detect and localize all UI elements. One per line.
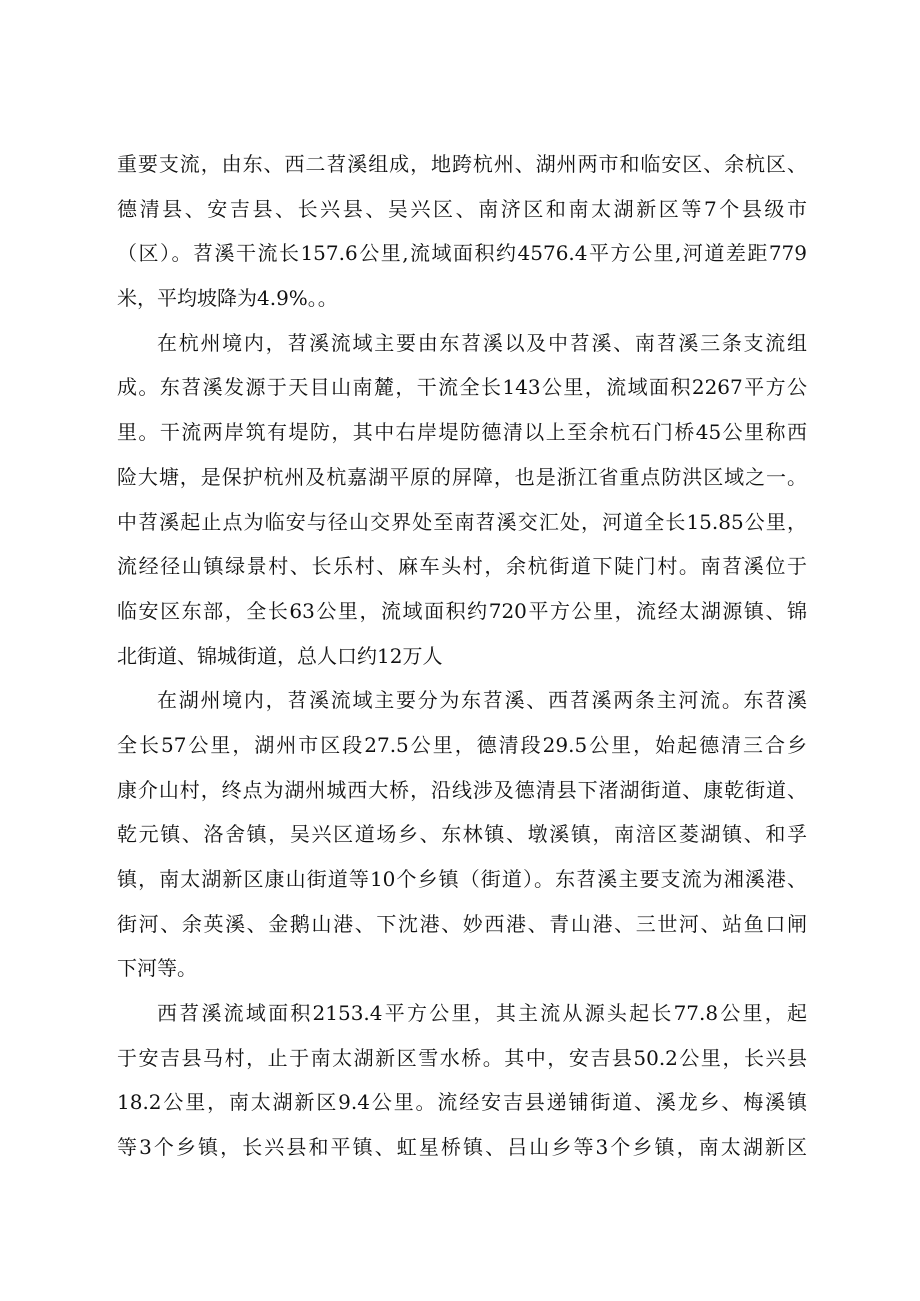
text-line: 流经径山镇绿景村、长乐村、麻车头村，余杭街道下陡门村。南苕溪位于 <box>117 554 807 579</box>
paragraph-1 <box>117 142 807 321</box>
text-line: 下河等。 <box>117 956 197 981</box>
document-body <box>117 142 807 1170</box>
text-line: 镇，南太湖新区康山街道等10个乡镇（街道）。东苕溪主要支流为湘溪港、 <box>117 867 807 891</box>
text-line: 临安区东部，全长63公里，流域面积约720平方公里，流经太湖源镇、锦 <box>117 598 807 623</box>
text-line: 德清县、安吉县、长兴县、吴兴区、南济区和南太湖新区等7个县级市 <box>117 196 807 221</box>
paragraph-3 <box>117 678 807 991</box>
text-line: 米，平均坡降为4.9%。。 <box>117 286 338 311</box>
text-line: 在杭州境内，苕溪流域主要由东苕溪以及中苕溪、南苕溪三条支流组 <box>157 330 807 355</box>
text-line: 中苕溪起止点为临安与径山交界处至南苕溪交汇处，河道全长15.85公里， <box>117 509 807 534</box>
text-line: 街河、余英溪、金鹅山港、下沈港、妙西港、青山港、三世河、站鱼口闸 <box>117 911 807 936</box>
text-line: 乾元镇、洛舍镇，吴兴区道场乡、东林镇、墩溪镇，南涪区菱湖镇、和孚 <box>117 822 807 847</box>
text-line: 险大塘，是保护杭州及杭嘉湖平原的屏障，也是浙江省重点防洪区域之一。 <box>117 464 807 489</box>
text-line: 全长57公里，湖州市区段27.5公里，德清段29.5公里，始起德清三合乡 <box>117 732 807 757</box>
text-line: 重要支流，由东、西二苕溪组成，地跨杭州、湖州两市和临安区、余杭区、 <box>117 152 807 176</box>
text-line: 18.2公里，南太湖新区9.4公里。流经安吉县递铺街道、溪龙乡、梅溪镇 <box>117 1090 807 1115</box>
text-line: 康介山村，终点为湖州城西大桥，沿线涉及德清县下渚湖街道、康乾街道、 <box>117 777 807 802</box>
text-line: （区）。苕溪干流长157.6公里,流域面积约4576.4平方公里,河道差距779 <box>117 241 807 266</box>
text-line: 西苕溪流域面积2153.4平方公里，其主流从源头起长77.8公里，起 <box>157 1001 807 1026</box>
text-line: 成。东苕溪发源于天目山南麓，干流全长143公里，流域面积2267平方公 <box>117 375 807 400</box>
text-line: 等3个乡镇，长兴县和平镇、虹星桥镇、吕山乡等3个乡镇，南太湖新区 <box>117 1135 807 1160</box>
paragraph-2 <box>117 321 807 679</box>
text-line: 于安吉县马村，止于南太湖新区雪水桥。其中，安吉县50.2公里，长兴县 <box>117 1045 807 1070</box>
paragraph-4 <box>117 991 807 1170</box>
text-line: 在湖州境内，苕溪流域主要分为东苕溪、西苕溪两条主河流。东苕溪 <box>157 688 807 713</box>
text-line: 北街道、锦城街道，总人口约12万人 <box>117 643 443 668</box>
text-line: 里。干流两岸筑有堤防，其中右岸堤防德清以上至余杭石门桥45公里称西 <box>117 420 807 445</box>
